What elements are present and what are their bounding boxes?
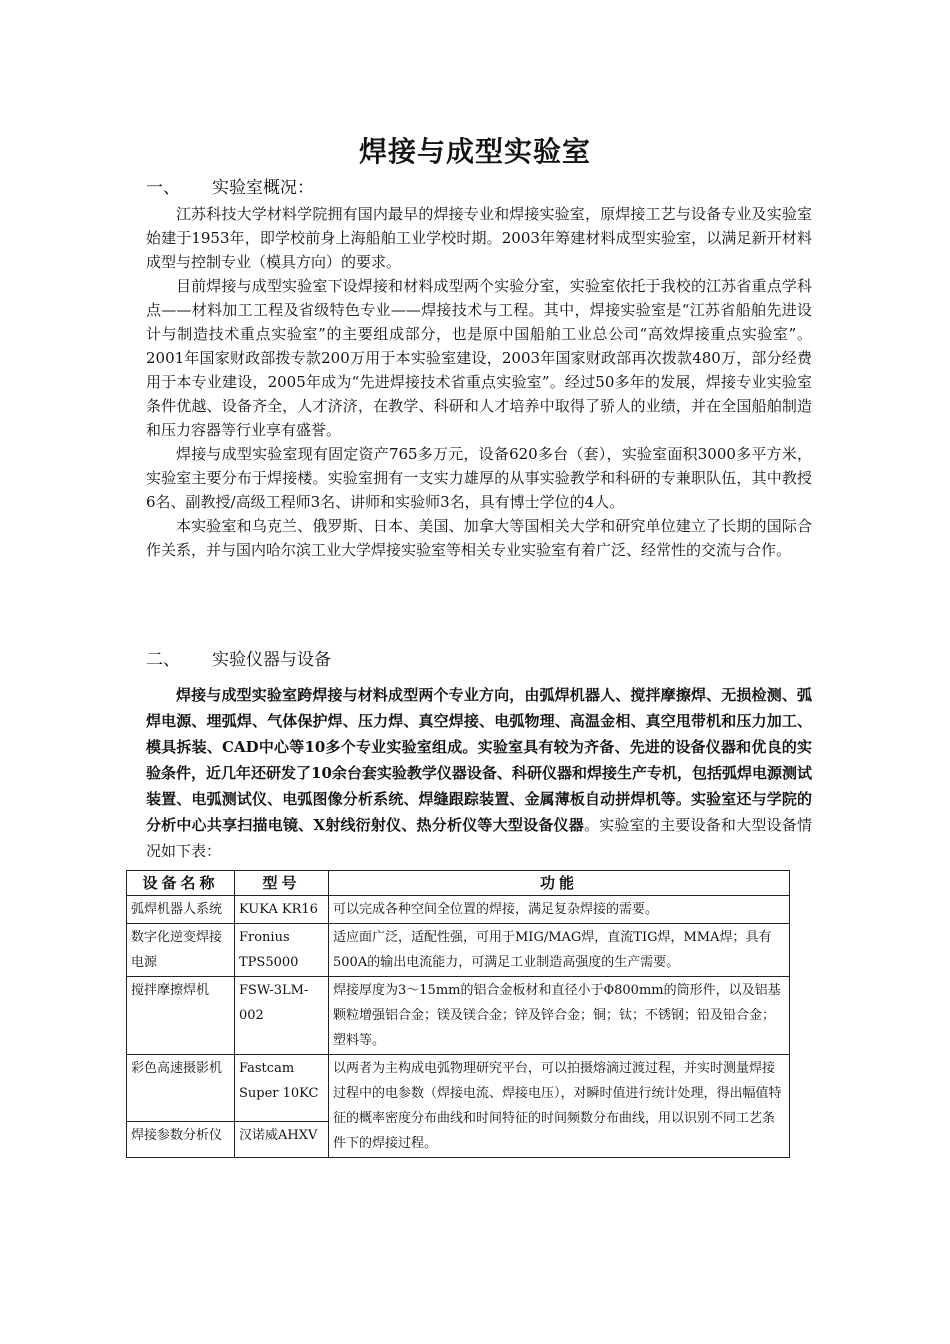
cell-function-merged: 以两者为主构成电弧物理研究平台，可以拍摄熔滴过渡过程，并实时测量焊接过程中的电参数（焊接电流、焊接电压），对瞬时值进行统计处理，得出幅值特征的概率密度分布曲线和时间特征的时间频数分布曲线，用以识别不同工艺条件下的焊接过程。 xyxy=(329,1055,790,1158)
cell-name: 搅拌摩擦焊机 xyxy=(127,977,235,1055)
section-2-intro-normal: 。实验室的主要设备和大型设备情况如下表： xyxy=(146,816,812,860)
table-row xyxy=(127,896,790,924)
cell-model: Fronius TPS5000 xyxy=(235,924,329,977)
section-1-title: 实验室概况： xyxy=(212,178,314,198)
cell-name: 数字化逆变焊接电源 xyxy=(127,924,235,977)
header-model: 型号 xyxy=(235,871,329,896)
section-1-number: 一、 xyxy=(146,178,180,198)
cell-name: 弧焊机器人系统 xyxy=(127,896,235,924)
section-2-title: 实验仪器与设备 xyxy=(212,650,331,670)
paragraph-4: 本实验室和乌克兰、俄罗斯、日本、美国、加拿大等国相关大学和研究单位建立了长期的国际合作关系，并与国内哈尔滨工业大学焊接实验室等相关专业实验室有着广泛、经常性的交流与合作。 xyxy=(146,517,812,559)
cell-model: Fastcam Super 10KC xyxy=(235,1055,329,1122)
equipment-table xyxy=(126,870,790,1158)
header-equipment-name: 设备名称 xyxy=(127,871,235,896)
cell-model: 汉诺威AHXV xyxy=(235,1122,329,1158)
table-row xyxy=(127,924,790,977)
page-title: 焊接与成型实验室 xyxy=(358,135,591,168)
section-1-heading xyxy=(146,176,314,200)
cell-function: 可以完成各种空间全位置的焊接，满足复杂焊接的需要。 xyxy=(329,896,790,924)
table-row xyxy=(127,977,790,1055)
cell-name: 焊接参数分析仪 xyxy=(127,1122,235,1158)
paragraph-3: 焊接与成型实验室现有固定资产765多万元，设备620多台（套），实验室面积3000多平方米，实验室主要分布于焊接楼。实验室拥有一支实力雄厚的从事实验教学和科研的专兼职队伍，其中教授6名、副教授/高级工程师3名、讲师和实验师3名，具有博士学位的4人。 xyxy=(146,445,812,511)
cell-function: 焊接厚度为3～15mm的铝合金板材和直径小于Φ800mm的筒形件，以及铝基颗粒增强铝合金；镁及镁合金；锌及锌合金；铜；钛；不锈钢；铅及铅合金；塑料等。 xyxy=(329,977,790,1055)
section-2-intro-bold: 焊接与成型实验室跨焊接与材料成型两个专业方向，由弧焊机器人、搅拌摩擦焊、无损检测、弧焊电源、埋弧焊、气体保护焊、压力焊、真空焊接、电弧物理、高温金相、真空甩带机和压力加工、模具拆装、CAD中心等10多个专业实验室组成。实验室具有较为齐备、先进的设备仪器和优良的实验条件，近几年还研发了10余台套实验教学仪器设备、科研仪器和焊接生产专机，包括弧焊电源测试装置、电弧测试仪、电弧图像分析系统、焊缝跟踪装置、金属薄板自动拼焊机等。实验室还与学院的分析中心共享扫描电镜、X射线衍射仪、热分析仪等大型设备仪器 xyxy=(146,686,812,834)
header-function: 功能 xyxy=(329,871,790,896)
section-1-body xyxy=(146,202,812,562)
table-row xyxy=(127,1055,790,1122)
paragraph-2: 目前焊接与成型实验室下设焊接和材料成型两个实验分室，实验室依托于我校的江苏省重点学科点——材料加工工程及省级特色专业——焊接技术与工程。其中，焊接实验室是“江苏省船舶先进设计与制造技术重点实验室”的主要组成部分，也是原中国船舶工业总公司“高效焊接重点实验室”。2001年国家财政部拨专款200万用于本实验室建设，2003年国家财政部再次拨款480万，部分经费用于本专业建设，2005年成为“先进焊接技术省重点实验室”。经过50多年的发展，焊接专业实验室条件优越、设备齐全，人才济济，在教学、科研和人才培养中取得了骄人的业绩，并在全国船舶制造和压力容器等行业享有盛誉。 xyxy=(146,277,812,439)
cell-name: 彩色高速摄影机 xyxy=(127,1055,235,1122)
section-2-intro xyxy=(146,682,812,864)
cell-model: FSW-3LM-002 xyxy=(235,977,329,1055)
section-2-number: 二、 xyxy=(146,650,180,670)
section-2-heading xyxy=(146,648,331,672)
cell-function: 适应面广泛，适配性强，可用于MIG/MAG焊，直流TIG焊，MMA焊；具有500A的输出电流能力，可满足工业制造高强度的生产需要。 xyxy=(329,924,790,977)
cell-model: KUKA KR16 xyxy=(235,896,329,924)
paragraph-1: 江苏科技大学材料学院拥有国内最早的焊接专业和焊接实验室，原焊接工艺与设备专业及实验室始建于1953年，即学校前身上海船舶工业学校时期。2003年筹建材料成型实验室，以满足新开材料成型与控制专业（模具方向）的要求。 xyxy=(146,205,812,271)
table-header-row xyxy=(127,871,790,896)
